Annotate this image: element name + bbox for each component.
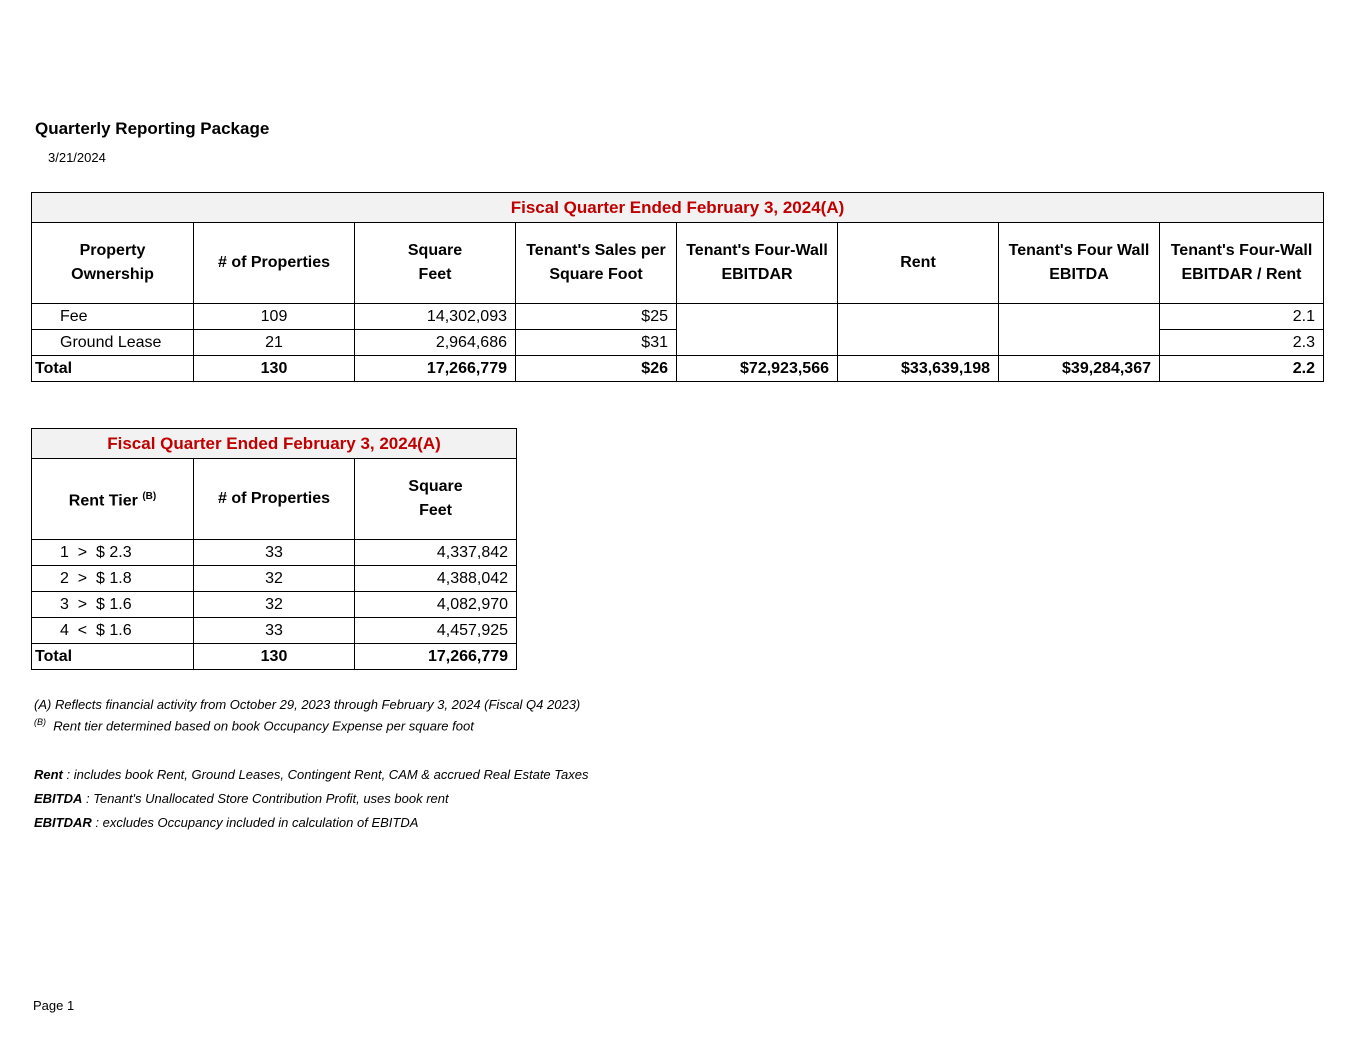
- total-properties: 130: [194, 356, 355, 382]
- row-label: Fee: [32, 304, 194, 330]
- cell-properties: 33: [194, 618, 355, 644]
- cell-properties: 33: [194, 540, 355, 566]
- cell-rent-empty: [838, 304, 999, 330]
- total-rent: $33,639,198: [838, 356, 999, 382]
- total-ebitdar-rent: 2.2: [1160, 356, 1324, 382]
- footnote-b-marker: (B): [34, 717, 46, 727]
- cell-rent-tier: 4 < $ 1.6: [32, 618, 194, 644]
- total-label: Total: [32, 356, 194, 382]
- table-row: [32, 566, 517, 592]
- column-header-ebitdar-rent: Tenant's Four-Wall EBITDAR / Rent: [1160, 223, 1324, 304]
- cell-ebitdar-rent: 2.3: [1160, 330, 1324, 356]
- table-caption: Fiscal Quarter Ended February 3, 2024(A): [32, 193, 1324, 223]
- total-row: [32, 356, 1324, 382]
- definition-term: EBITDA: [34, 791, 83, 806]
- total-ebitda: $39,284,367: [999, 356, 1160, 382]
- cell-properties: 21: [194, 330, 355, 356]
- total-ebitdar: $72,923,566: [677, 356, 838, 382]
- cell-square-feet: 14,302,093: [355, 304, 516, 330]
- column-header-ownership: Property Ownership: [32, 223, 194, 304]
- cell-ebitda-empty: [999, 330, 1160, 356]
- total-row: [32, 644, 517, 670]
- cell-ebitda-empty: [999, 304, 1160, 330]
- cell-ebitdar-rent: 2.1: [1160, 304, 1324, 330]
- definition-rent: [34, 767, 588, 782]
- column-header-square-feet: Square Feet: [355, 459, 517, 540]
- table-row: [32, 540, 517, 566]
- cell-sales-per-sqft: $31: [516, 330, 677, 356]
- column-header-sales-per-sqft: Tenant's Sales per Square Foot: [516, 223, 677, 304]
- table-caption: Fiscal Quarter Ended February 3, 2024(A): [32, 429, 517, 459]
- total-label: Total: [32, 644, 194, 670]
- page-title: Quarterly Reporting Package: [35, 119, 270, 138]
- table-row: [32, 304, 1324, 330]
- cell-properties: 109: [194, 304, 355, 330]
- footnote-a: (A) Reflects financial activity from October 29, 2023 through February 3, 2024 (Fiscal Q4 2023): [34, 697, 581, 712]
- cell-rent-tier: 1 > $ 2.3: [32, 540, 194, 566]
- column-header-ebitdar: Tenant's Four-Wall EBITDAR: [677, 223, 838, 304]
- definition-text: : Tenant's Unallocated Store Contribution Profit, uses book rent: [82, 791, 449, 806]
- definition-text: : excludes Occupancy included in calculation of EBITDA: [91, 815, 419, 830]
- footnote-marker: (B): [142, 490, 157, 502]
- cell-ebitdar-empty: [677, 330, 838, 356]
- cell-properties: 32: [194, 592, 355, 618]
- cell-sales-per-sqft: $25: [516, 304, 677, 330]
- cell-ebitdar-empty: [677, 304, 838, 330]
- rent-tier-table: [31, 428, 517, 670]
- footnote-b-text: Rent tier determined based on book Occupancy Expense per square foot: [53, 718, 474, 734]
- row-label: Ground Lease: [32, 330, 194, 356]
- cell-rent-empty: [838, 330, 999, 356]
- ownership-table: [31, 192, 1324, 382]
- cell-square-feet: 4,082,970: [355, 592, 517, 618]
- page-number: Page 1: [33, 998, 75, 1013]
- cell-square-feet: 4,457,925: [355, 618, 517, 644]
- table-row: [32, 592, 517, 618]
- cell-properties: 32: [194, 566, 355, 592]
- cell-square-feet: 2,964,686: [355, 330, 516, 356]
- definition-term: Rent: [34, 767, 63, 782]
- footnote-b: [34, 717, 474, 733]
- column-header-rent: Rent: [838, 223, 999, 304]
- column-header-ebitda: Tenant's Four Wall EBITDA: [999, 223, 1160, 304]
- cell-square-feet: 4,337,842: [355, 540, 517, 566]
- total-properties: 130: [194, 644, 355, 670]
- cell-rent-tier: 3 > $ 1.6: [32, 592, 194, 618]
- report-date: 3/21/2024: [48, 150, 106, 165]
- table-row: [32, 618, 517, 644]
- column-header-rent-tier: Rent Tier $^{(B)}$: [32, 459, 194, 540]
- definition-term: EBITDAR: [34, 815, 92, 830]
- table-row: [32, 330, 1324, 356]
- definition-ebitdar: [34, 815, 418, 830]
- definition-text: : includes book Rent, Ground Leases, Contingent Rent, CAM & accrued Real Estate Taxes: [62, 767, 589, 782]
- total-sales-per-sqft: $26: [516, 356, 677, 382]
- column-header-properties: # of Properties: [194, 459, 355, 540]
- definition-ebitda: [34, 791, 449, 806]
- total-square-feet: 17,266,779: [355, 644, 517, 670]
- cell-rent-tier: 2 > $ 1.8: [32, 566, 194, 592]
- column-header-square-feet: Square Feet: [355, 223, 516, 304]
- cell-square-feet: 4,388,042: [355, 566, 517, 592]
- column-header-properties: # of Properties: [194, 223, 355, 304]
- total-square-feet: 17,266,779: [355, 356, 516, 382]
